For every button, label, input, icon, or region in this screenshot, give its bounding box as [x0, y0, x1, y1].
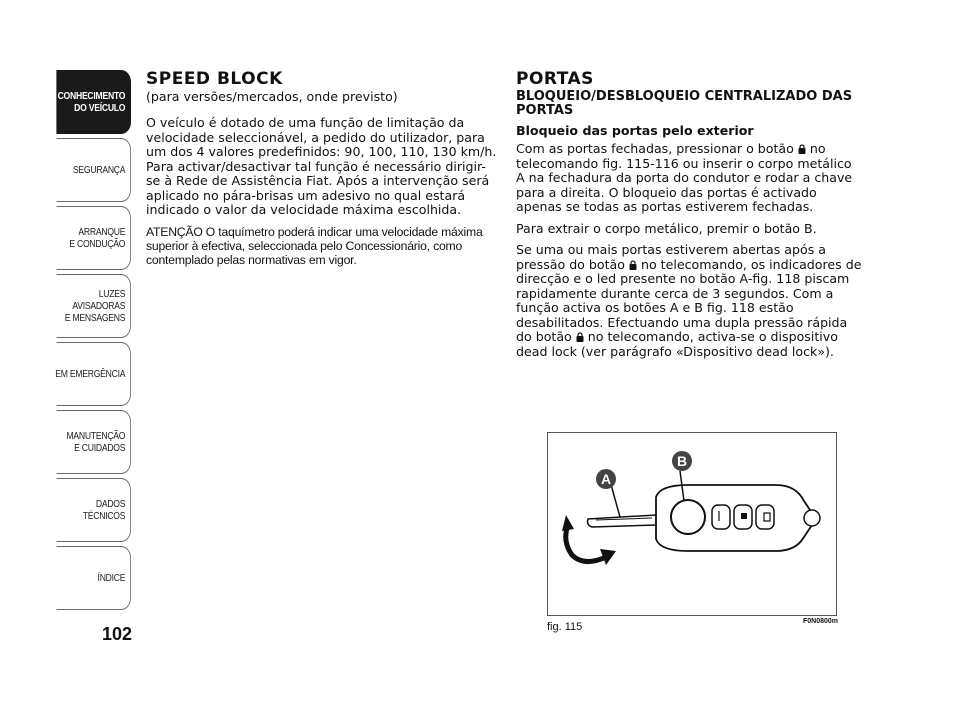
key-illustration [548, 433, 836, 615]
tab-manutencao[interactable]: MANUTENÇÃO E CUIDADOS [56, 410, 131, 474]
speed-block-section [146, 69, 498, 274]
callout-a-label: A [600, 471, 612, 487]
section-subtitle: BLOQUEIO/DESBLOQUEIO CENTRALIZADO DAS PORTAS [516, 88, 853, 118]
lock-icon [798, 144, 806, 154]
figure-key-illustration [547, 432, 837, 616]
figure-code: F0N0800m [803, 618, 839, 625]
body-paragraph: Com as portas fechadas, pressionar o botão no telecomando fig. 115-116 ou inserir o corpo metálico A na fechadura da porta do condutor e rodar a chave para a direita. O bloqueio das portas é activado apenas se todas as portas estiverem fechadas. [516, 141, 853, 214]
lock-icon [576, 332, 584, 342]
lock-icon [629, 260, 637, 270]
tab-conhecimento-do-veiculo[interactable]: CONHECIMENTO DO VEÍCULO [56, 70, 131, 134]
portas-section [516, 69, 862, 366]
body-paragraph: O veículo é dotado de uma função de limitação da velocidade seleccionável, a pedido do utilizador, para um dos 4 valores predefinidos: 90, 100, 110, 130 km/h. Para activar/desactivar tal função é necessário dirigir-se à Rede de Assistência Fiat. Após a intervenção será aplicado no pára-brisas um adesivo no qual estará indicado o valor da velocidade máxima escolhida. [146, 115, 497, 217]
body-paragraph: Se uma ou mais portas estiverem abertas após a pressão do botão no telecomando, os indicadores de direcção e o led presente no botão A-fig. 118 piscam rapidamente durante cerca de 3 segundos. Com a função activa os botões A e B fig. 118 estão desabilitados. Efectuando uma dupla pressão rápida do botão no telecomando, activa-se o dispositivo dead lock (ver parágrafo «Dispositivo dead lock»). [516, 242, 862, 359]
subsection-heading: Bloqueio das portas pelo exterior [516, 122, 754, 138]
callout-b-label: B [676, 453, 688, 469]
section-title: SPEED BLOCK [146, 69, 283, 89]
warning-paragraph: ATENÇÃO O taquímetro poderá indicar uma velocidade máxima superior à efectiva, seleccionada pelo Concessionário, como contemplado pelas normativas em vigor. [146, 224, 483, 267]
figure-label: fig. 115 [547, 621, 583, 633]
section-title: PORTAS [516, 69, 594, 89]
tab-arranque-e-conducao[interactable]: ARRANQUE E CONDUÇÃO [56, 206, 131, 270]
tab-indice[interactable]: ÍNDICE [56, 546, 131, 610]
page-number: 102 [102, 624, 133, 644]
section-subtitle: (para versões/mercados, onde previsto) [146, 88, 398, 104]
tab-dados-tecnicos[interactable]: DADOS TÉCNICOS [56, 478, 131, 542]
tab-luzes-avisadoras[interactable]: LUZES AVISADORAS E MENSAGENS [56, 274, 131, 338]
tab-em-emergencia[interactable]: EM EMERGÊNCIA [56, 342, 131, 406]
body-paragraph: Para extrair o corpo metálico, premir o botão B. [516, 220, 817, 236]
tab-seguranca[interactable]: SEGURANÇA [56, 138, 131, 202]
